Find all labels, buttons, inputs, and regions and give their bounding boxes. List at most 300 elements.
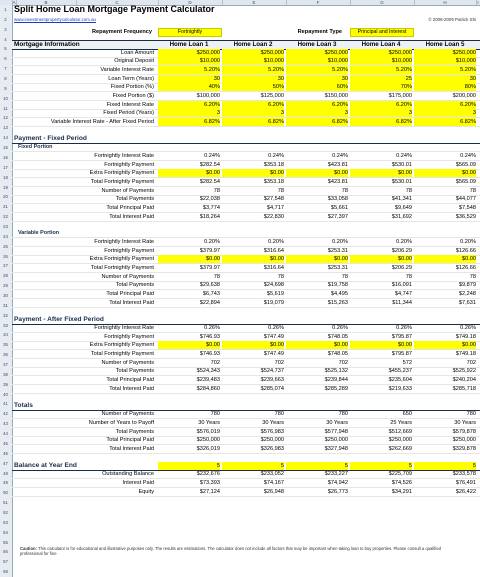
- value-cell: $353.18: [263, 178, 284, 185]
- input-cell[interactable]: 6.20%: [158, 101, 220, 109]
- input-cell[interactable]: 5.20%: [350, 66, 412, 74]
- data-row: [12, 49, 480, 58]
- value-cell: $326,983: [260, 445, 284, 452]
- data-row: [12, 238, 480, 247]
- input-cell[interactable]: $0.00: [158, 169, 220, 177]
- data-row: [12, 118, 480, 127]
- value-cell: $530.01: [391, 178, 412, 185]
- row-number[interactable]: 47: [3, 460, 8, 466]
- value-cell: $27,548: [263, 196, 284, 203]
- value-cell: $232,676: [196, 471, 220, 478]
- row-label: Total Payments: [115, 428, 154, 435]
- row-label: Total Fortnightly Payment: [90, 351, 154, 358]
- value-cell: $565.09: [455, 178, 476, 185]
- input-cell[interactable]: 3: [414, 109, 476, 117]
- input-cell[interactable]: 6.20%: [414, 101, 476, 109]
- value-cell: $4,747: [394, 290, 412, 297]
- row-label: Fortnightly Payment: [104, 333, 154, 340]
- value-cell: 0.24%: [268, 153, 284, 160]
- repayment-frequency-select[interactable]: Fortnightly: [158, 28, 222, 37]
- section-heading-row: [12, 316, 480, 325]
- value-cell: 0.26%: [268, 325, 284, 332]
- input-cell[interactable]: 30: [222, 75, 284, 83]
- input-cell[interactable]: $10,000: [350, 57, 412, 65]
- value-cell: $285,718: [452, 385, 476, 392]
- row-number[interactable]: 41: [3, 401, 8, 407]
- value-cell: $747.49: [263, 351, 284, 358]
- input-cell[interactable]: 5.20%: [286, 66, 348, 74]
- row-number[interactable]: 48: [3, 470, 8, 476]
- value-cell: $219,633: [388, 385, 412, 392]
- input-cell[interactable]: 5.20%: [158, 66, 220, 74]
- value-cell: 0.24%: [460, 153, 476, 160]
- row-number[interactable]: 52: [3, 509, 8, 515]
- column-header[interactable]: H: [414, 0, 477, 5]
- row-number[interactable]: 4: [4, 36, 7, 42]
- row-number[interactable]: 56: [3, 549, 8, 555]
- value-cell: $795.87: [391, 351, 412, 358]
- row-label: Fixed Portion (%): [110, 84, 154, 91]
- input-cell[interactable]: 50%: [222, 83, 284, 91]
- data-row: [12, 324, 480, 333]
- row-number[interactable]: 12: [3, 115, 8, 121]
- row-number[interactable]: 1: [4, 7, 7, 12]
- input-cell[interactable]: 6.82%: [222, 118, 284, 126]
- input-cell[interactable]: 30: [158, 75, 220, 83]
- data-row: [12, 367, 480, 376]
- column-header[interactable]: C: [76, 0, 159, 5]
- value-cell: $18,264: [199, 213, 220, 220]
- data-row: [12, 488, 480, 497]
- row-number[interactable]: 51: [3, 500, 8, 506]
- year-input-cell[interactable]: 5: [222, 462, 284, 470]
- row-label: Total Interest Paid: [109, 385, 154, 392]
- input-cell[interactable]: 5.20%: [222, 66, 284, 74]
- value-cell: $206.29: [391, 247, 412, 254]
- year-input-cell[interactable]: 5: [350, 462, 412, 470]
- data-row: [12, 264, 480, 273]
- data-row: [12, 109, 480, 118]
- row-number[interactable]: 31: [3, 302, 8, 308]
- row-label: Total Payments: [115, 282, 154, 289]
- section-heading-row: [12, 402, 480, 411]
- data-row: [12, 333, 480, 342]
- row-number[interactable]: 9: [4, 85, 7, 91]
- input-cell[interactable]: $0.00: [158, 255, 220, 263]
- row-number[interactable]: 35: [3, 342, 8, 348]
- value-cell: $41,341: [391, 196, 412, 203]
- input-cell[interactable]: $0.00: [286, 255, 348, 263]
- row-label: Number of Payments: [101, 411, 154, 418]
- value-cell: 78: [405, 273, 412, 280]
- data-row: [12, 436, 480, 445]
- value-cell: $512,669: [388, 428, 412, 435]
- input-cell[interactable]: $0.00: [222, 169, 284, 177]
- row-number[interactable]: 19: [3, 184, 8, 190]
- value-cell: $26,422: [455, 488, 476, 495]
- value-cell: $327,948: [324, 445, 348, 452]
- value-cell: $250,000: [260, 437, 284, 444]
- value-cell: $26,773: [327, 488, 348, 495]
- value-cell: $44,077: [455, 196, 476, 203]
- input-cell[interactable]: 30: [286, 75, 348, 83]
- row-number[interactable]: 30: [3, 293, 8, 298]
- input-cell[interactable]: 30: [414, 75, 476, 83]
- loan-name-header: Home Loan 3: [297, 41, 337, 48]
- value-cell: 0.26%: [460, 325, 476, 332]
- value-cell: $746.93: [199, 333, 220, 340]
- section-heading: Mortgage Information: [14, 41, 80, 48]
- column-header[interactable]: B: [16, 0, 77, 5]
- input-cell[interactable]: 25: [350, 75, 412, 83]
- loan-name-header: Home Loan 2: [233, 41, 273, 48]
- data-row: [12, 195, 480, 204]
- value-cell: 702: [274, 359, 284, 366]
- input-cell[interactable]: $0.00: [414, 255, 476, 263]
- value-cell: $9,649: [394, 204, 412, 211]
- value-cell: 78: [213, 187, 220, 194]
- value-cell: $524,737: [260, 368, 284, 375]
- value-cell: $11,344: [392, 299, 412, 306]
- row-label: Fortnightly Interest Rate: [94, 239, 154, 246]
- row-number[interactable]: 54: [3, 529, 8, 535]
- value-cell: 0.20%: [332, 239, 348, 246]
- input-cell[interactable]: $250,000: [158, 49, 220, 57]
- row-label: Fortnightly Interest Rate: [94, 325, 154, 332]
- row-number[interactable]: 45: [3, 440, 8, 446]
- row-number[interactable]: 18: [3, 174, 8, 180]
- data-row: [12, 152, 480, 161]
- caution-text: This calculator is for educational and illustrative purposes only. The results are estimations. The calculator does not include all factors that may be important when taking loan to buy properties. Please consult a qualified professional for fine: [20, 546, 441, 557]
- input-cell[interactable]: $10,000: [414, 57, 476, 65]
- input-cell[interactable]: 70%: [350, 83, 412, 91]
- row-label: Total Principal Paid: [106, 377, 154, 384]
- value-cell: 0.26%: [204, 325, 220, 332]
- value-cell: $329,878: [452, 445, 476, 452]
- section-heading: Variable Portion: [18, 230, 60, 237]
- value-cell: 650: [402, 411, 412, 418]
- row-label: Number of Payments: [101, 187, 154, 194]
- row-number[interactable]: 36: [3, 352, 8, 358]
- row-label: Loan Amount: [121, 49, 154, 56]
- column-header[interactable]: E: [222, 0, 287, 5]
- input-cell[interactable]: $0.00: [222, 341, 284, 349]
- input-cell[interactable]: 6.82%: [286, 118, 348, 126]
- value-cell: $239,844: [324, 377, 348, 384]
- row-number[interactable]: 55: [3, 539, 8, 545]
- value-cell: $125,000: [260, 92, 284, 99]
- row-number[interactable]: 16: [3, 154, 8, 160]
- value-cell: 78: [405, 187, 412, 194]
- value-cell: $73,393: [199, 479, 220, 486]
- copyright-text: © 2008-2009 Patrick Shi: [428, 17, 476, 22]
- row-label: Total Principal Paid: [106, 437, 154, 444]
- value-cell: $5,661: [330, 204, 348, 211]
- row-number[interactable]: 57: [3, 559, 8, 565]
- input-cell[interactable]: $250,000: [414, 49, 476, 57]
- value-cell: $379.97: [199, 265, 220, 272]
- value-cell: $15,263: [327, 299, 348, 306]
- value-cell: $285,074: [260, 385, 284, 392]
- value-cell: 78: [213, 273, 220, 280]
- value-cell: 702: [338, 359, 348, 366]
- data-row: [12, 470, 480, 479]
- row-label: Extra Fortnightly Payment: [89, 342, 154, 349]
- data-row: [12, 376, 480, 385]
- value-cell: 0.26%: [332, 325, 348, 332]
- data-row: [12, 83, 480, 92]
- row-number[interactable]: 3: [4, 26, 7, 32]
- data-row: [12, 350, 480, 359]
- value-cell: $525,922: [452, 368, 476, 375]
- value-cell: $4,495: [330, 290, 348, 297]
- section-heading: Totals: [14, 401, 33, 409]
- input-cell[interactable]: 40%: [158, 83, 220, 91]
- value-cell: $5,619: [266, 290, 284, 297]
- row-label: Variable Interest Rate: [100, 66, 154, 73]
- row-label: Number of Payments: [101, 359, 154, 366]
- row-label: Loan Term (Years): [108, 75, 154, 82]
- input-cell[interactable]: $0.00: [414, 341, 476, 349]
- input-cell[interactable]: 6.20%: [222, 101, 284, 109]
- data-row: [12, 247, 480, 256]
- row-number[interactable]: 50: [3, 490, 8, 496]
- row-label: Total Principal Paid: [106, 290, 154, 297]
- row-label: Total Interest Paid: [109, 299, 154, 306]
- data-row: [12, 66, 480, 75]
- row-number[interactable]: 14: [3, 135, 8, 141]
- value-cell: $26,948: [263, 488, 284, 495]
- value-cell: 780: [274, 411, 284, 418]
- value-cell: $200,000: [452, 92, 476, 99]
- row-label: Total Interest Paid: [109, 213, 154, 220]
- value-cell: 30 Years: [262, 419, 284, 426]
- row-number[interactable]: 22: [3, 214, 8, 220]
- row-number[interactable]: 13: [3, 125, 8, 131]
- row-number[interactable]: 34: [3, 332, 8, 338]
- value-cell: 572: [402, 359, 412, 366]
- value-cell: $423.81: [327, 178, 348, 185]
- row-number[interactable]: 27: [3, 263, 8, 269]
- input-cell[interactable]: 6.82%: [350, 118, 412, 126]
- data-row: [12, 213, 480, 222]
- input-cell[interactable]: 6.20%: [286, 101, 348, 109]
- row-label: Variable Interest Rate - After Fixed Period: [50, 118, 154, 125]
- value-cell: $795.87: [391, 333, 412, 340]
- row-number[interactable]: 29: [3, 283, 8, 289]
- value-cell: 780: [210, 411, 220, 418]
- value-cell: $565.09: [455, 161, 476, 168]
- input-cell[interactable]: 3: [286, 109, 348, 117]
- value-cell: $76,491: [455, 479, 476, 486]
- value-cell: $150,000: [324, 92, 348, 99]
- input-cell[interactable]: 6.82%: [414, 118, 476, 126]
- row-number[interactable]: 43: [3, 421, 8, 427]
- value-cell: 25 Years: [390, 419, 412, 426]
- caution-heading: Caution:: [20, 546, 37, 551]
- value-cell: $27,397: [327, 213, 348, 220]
- value-cell: 0.20%: [396, 239, 412, 246]
- input-cell[interactable]: $10,000: [222, 57, 284, 65]
- input-cell[interactable]: $250,000: [350, 49, 412, 57]
- value-cell: 78: [277, 273, 284, 280]
- value-cell: $746.93: [199, 351, 220, 358]
- row-number[interactable]: 28: [3, 273, 8, 279]
- repayment-type-select[interactable]: Principal and Interest: [350, 28, 414, 37]
- column-header[interactable]: A: [12, 0, 16, 5]
- row-label: Original Deposit: [114, 58, 154, 65]
- row-label: Fortnightly Interest Rate: [94, 153, 154, 160]
- row-number[interactable]: 40: [3, 391, 8, 397]
- year-input-cell[interactable]: 5: [158, 462, 220, 470]
- input-cell[interactable]: $10,000: [158, 57, 220, 65]
- input-cell[interactable]: $10,000: [286, 57, 348, 65]
- value-cell: $316.64: [263, 265, 284, 272]
- value-cell: $233,052: [260, 471, 284, 478]
- value-cell: $250,000: [196, 437, 220, 444]
- row-label: Fortnightly Payment: [104, 247, 154, 254]
- input-cell[interactable]: $250,000: [222, 49, 284, 57]
- value-cell: $530.01: [391, 161, 412, 168]
- column-header[interactable]: F: [286, 0, 351, 5]
- row-number[interactable]: 11: [3, 105, 8, 111]
- input-cell[interactable]: $0.00: [158, 341, 220, 349]
- row-number[interactable]: 39: [3, 381, 8, 387]
- section-heading: Fixed Portion: [18, 144, 53, 151]
- year-input-cell[interactable]: 5: [414, 462, 476, 470]
- row-number[interactable]: 15: [3, 145, 8, 151]
- row-label: Interest Paid: [122, 479, 154, 486]
- data-row: [12, 299, 480, 308]
- value-cell: 30 Years: [454, 419, 476, 426]
- year-input-cell[interactable]: 5: [286, 462, 348, 470]
- value-cell: $7,548: [458, 204, 476, 211]
- input-cell[interactable]: $250,000: [286, 49, 348, 57]
- value-cell: $353.18: [263, 161, 284, 168]
- input-cell[interactable]: 3: [222, 109, 284, 117]
- input-cell[interactable]: 6.82%: [158, 118, 220, 126]
- value-cell: 78: [341, 187, 348, 194]
- input-cell[interactable]: 6.20%: [350, 101, 412, 109]
- row-number[interactable]: 8: [4, 76, 7, 82]
- value-cell: $9,879: [458, 282, 476, 289]
- row-number[interactable]: 44: [3, 431, 8, 437]
- value-cell: $126.66: [455, 247, 476, 254]
- input-cell[interactable]: $0.00: [286, 169, 348, 177]
- input-cell[interactable]: 60%: [286, 83, 348, 91]
- value-cell: $250,000: [388, 437, 412, 444]
- data-row: [12, 187, 480, 196]
- row-number[interactable]: 17: [3, 164, 8, 170]
- row-number[interactable]: 32: [3, 312, 8, 318]
- value-cell: $233,578: [452, 471, 476, 478]
- row-label: Fixed Portion ($): [112, 92, 154, 99]
- input-cell[interactable]: $0.00: [350, 255, 412, 263]
- value-cell: $524,343: [196, 368, 220, 375]
- value-cell: 0.24%: [332, 153, 348, 160]
- input-cell[interactable]: $0.00: [350, 341, 412, 349]
- input-cell[interactable]: $0.00: [414, 169, 476, 177]
- row-number[interactable]: 37: [3, 362, 8, 368]
- input-cell[interactable]: 80%: [414, 83, 476, 91]
- row-number[interactable]: 25: [3, 243, 8, 249]
- data-row: [12, 341, 480, 350]
- column-header[interactable]: I: [476, 0, 480, 5]
- value-cell: 78: [469, 187, 476, 194]
- input-cell[interactable]: 3: [158, 109, 220, 117]
- data-row: [12, 359, 480, 368]
- column-header[interactable]: D: [158, 0, 223, 5]
- input-cell[interactable]: 5.20%: [414, 66, 476, 74]
- column-header[interactable]: G: [350, 0, 415, 5]
- row-number[interactable]: 21: [3, 204, 8, 210]
- value-cell: 780: [338, 411, 348, 418]
- row-number[interactable]: 10: [3, 95, 8, 101]
- row-number[interactable]: 33: [3, 322, 8, 328]
- input-cell[interactable]: $0.00: [222, 255, 284, 263]
- value-cell: $74,526: [391, 479, 412, 486]
- website-link[interactable]: www.investmentpropertycalculator.com.au: [14, 17, 96, 22]
- value-cell: 78: [277, 187, 284, 194]
- data-row: [12, 273, 480, 282]
- data-row: [12, 281, 480, 290]
- data-row: [12, 75, 480, 84]
- row-number[interactable]: 24: [3, 233, 8, 239]
- value-cell: $253.31: [327, 265, 348, 272]
- value-cell: $235,604: [388, 377, 412, 384]
- value-cell: 702: [466, 359, 476, 366]
- row-number[interactable]: 2: [4, 16, 7, 22]
- value-cell: $206.29: [391, 265, 412, 272]
- row-number[interactable]: 53: [3, 519, 8, 525]
- value-cell: $16,091: [391, 282, 412, 289]
- value-cell: $126.66: [455, 265, 476, 272]
- value-cell: 0.24%: [204, 153, 220, 160]
- value-cell: $29,638: [199, 282, 220, 289]
- input-cell[interactable]: $0.00: [350, 169, 412, 177]
- row-number[interactable]: 7: [4, 66, 7, 72]
- row-label: Fixed Interest Rate: [106, 101, 154, 108]
- value-cell: $7,631: [458, 299, 476, 306]
- value-cell: $4,717: [266, 204, 284, 211]
- row-label: Equity: [138, 488, 154, 495]
- input-cell[interactable]: $0.00: [286, 341, 348, 349]
- value-cell: $36,529: [455, 213, 476, 220]
- value-cell: $579,878: [452, 428, 476, 435]
- value-cell: 0.20%: [460, 239, 476, 246]
- row-number[interactable]: 5: [4, 46, 7, 52]
- row-number[interactable]: 49: [3, 480, 8, 486]
- row-number[interactable]: 26: [3, 253, 8, 259]
- row-number[interactable]: 42: [3, 411, 8, 417]
- value-cell: $455,237: [388, 368, 412, 375]
- value-cell: 30 Years: [326, 419, 348, 426]
- row-number[interactable]: 38: [3, 371, 8, 377]
- loan-name-header: Home Loan 5: [425, 41, 465, 48]
- data-row: [12, 410, 480, 419]
- row-number[interactable]: 46: [3, 450, 8, 456]
- value-cell: $100,000: [196, 92, 220, 99]
- value-cell: $175,000: [388, 92, 412, 99]
- row-label: Fixed Period (Years): [103, 110, 154, 117]
- row-number[interactable]: 58: [3, 569, 8, 575]
- row-label: Total Fortnightly Payment: [90, 178, 154, 185]
- row-label: Total Payments: [115, 196, 154, 203]
- row-number[interactable]: 20: [3, 194, 8, 200]
- row-number[interactable]: 6: [4, 56, 7, 62]
- row-number[interactable]: 23: [3, 223, 8, 229]
- input-cell[interactable]: 3: [350, 109, 412, 117]
